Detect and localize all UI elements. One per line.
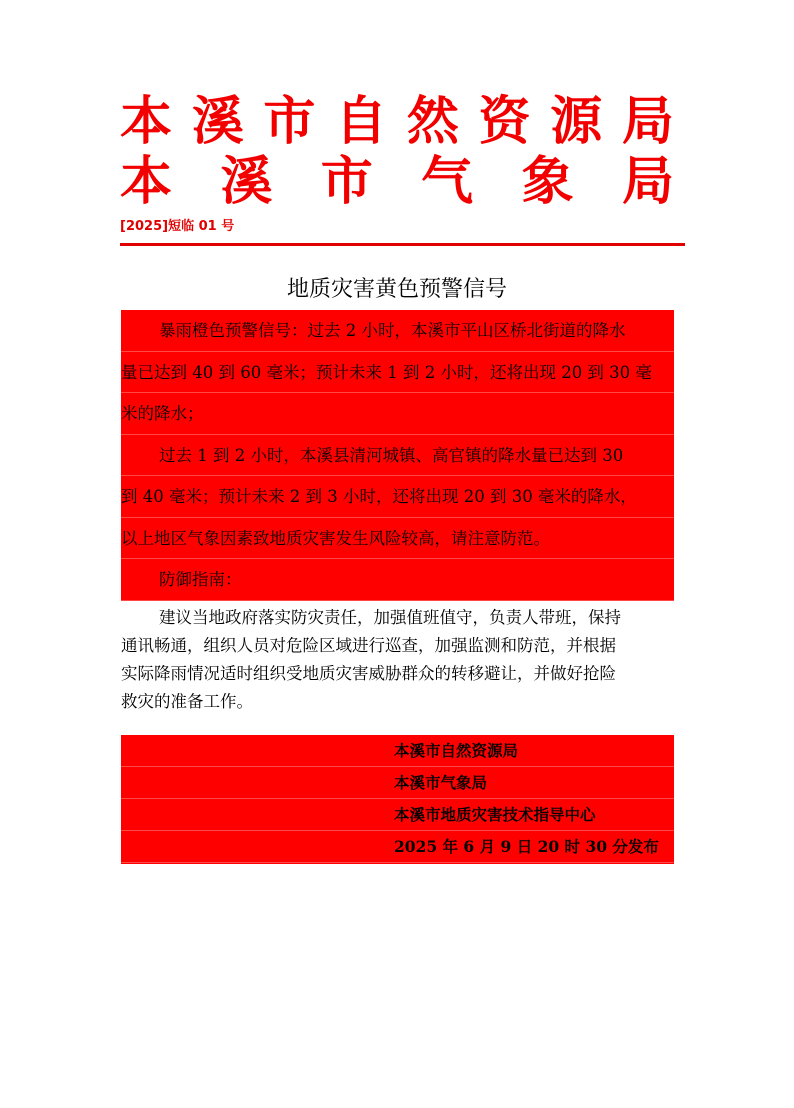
issue-timestamp: 2025 年 6 月 9 日 20 时 30 分发布 [121,831,674,863]
issuer-technical-center: 本溪市地质灾害技术指导中心 [121,799,674,831]
defense-guide-heading: 防御指南： [121,559,674,601]
warning-title: 地质灾害黄色预警信号 [286,277,507,302]
warning-highlight-block [121,310,674,601]
agency-char: 自 [335,92,388,152]
warning-line: 米的降水； [121,393,674,435]
agency-char: 局 [621,152,674,212]
agency-char: 局 [621,92,674,152]
agency-char: 然 [406,92,459,152]
agency-char: 溪 [220,152,273,212]
agency-char: 本 [120,152,173,212]
agency-char: 资 [478,92,531,152]
warning-line: 以上地区气象因素致地质灾害发生风险较高，请注意防范。 [121,518,674,560]
agency-char: 市 [320,152,373,212]
guidance-line: 建议当地政府落实防灾责任，加强值班值守，负责人带班，保持 [159,608,621,627]
warning-line: 到 40 毫米；预计未来 2 到 3 小时，还将出现 20 到 30 毫米的降水， [121,476,674,518]
issuing-agency-meteorology [120,152,674,212]
agency-char: 气 [421,152,474,212]
issuing-agency-natural-resources [120,92,674,152]
agency-char: 本 [120,92,173,152]
guidance-line: 通讯畅通，组织人员对危险区域进行巡查，加强监测和防范，并根据 [121,636,616,655]
agency-char: 象 [521,152,574,212]
signature-block [121,735,674,864]
warning-line: 过去 1 到 2 小时，本溪县清河城镇、高官镇的降水量已达到 30 [121,435,674,477]
defense-guidance-paragraph [121,604,674,716]
guidance-line: 救灾的准备工作。 [121,692,253,711]
document-number: [2025]短临 01 号 [120,219,235,234]
agency-char: 溪 [191,92,244,152]
header-divider [120,243,685,246]
agency-char: 源 [550,92,603,152]
warning-line: 暴雨橙色预警信号：过去 2 小时，本溪市平山区桥北街道的降水 [121,310,674,352]
issuer-meteorology: 本溪市气象局 [121,767,674,799]
guidance-line: 实际降雨情况适时组织受地质灾害威胁群众的转移避让，并做好抢险 [121,664,616,683]
issuer-natural-resources: 本溪市自然资源局 [121,735,674,767]
warning-line: 量已达到 40 到 60 毫米；预计未来 1 到 2 小时，还将出现 20 到 30 毫 [121,352,674,394]
agency-char: 市 [263,92,316,152]
